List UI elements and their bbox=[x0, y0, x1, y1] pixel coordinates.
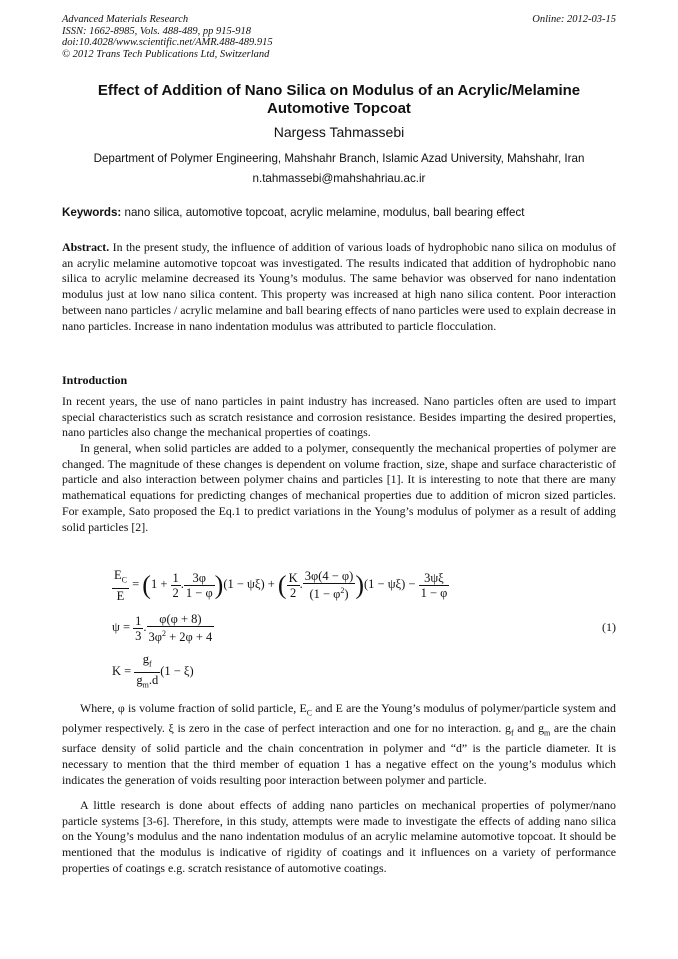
equation-line-1: $\frac{E_C}{E}$ = (1 + $\frac{1}{2}$ . $\frac{3\varphi}{1 - \varphi}$ )(1 − ψξ) + ( $\frac{K}{2}$ . $\frac{3\varphi(4 - \varphi)}{(1 - \varphi^2)}$ )(1 − ψξ) − $\frac{3\psi\xi}{1 - \varphi}$ bbox=[114, 568, 448, 603]
where-paragraph: Where, φ is volume fraction of solid particle, $E_C$ and E are the Young’s modulus of polymer/particle system and polymer respectively. ξ is zero in the case of perfect interaction and one for no interaction. $g_f$ and $g_m$ are the chain surface density of solid particle and the chain concentration in polymer and “d” is the particle diameter. It is necessary to mention that the third member of equation 1 has a negative effect on the young’s modulus which indicates the generation of voids resulting poor interaction between polymer and particle. bbox=[62, 701, 616, 787]
keywords-label: Keywords: bbox=[62, 206, 122, 219]
title-line-2: Automotive Topcoat bbox=[267, 100, 411, 117]
abstract-text: In the present study, the influence of addition of various loads of hydrophobic nano silica on modulus of an acrylic melamine automotive topcoat was investigated. The results indicated that addition of hydrophobic nano silica to acrylic melamine decreased its Young’s modulus. The same behavior was observed for nano indentation modulus just at low nano silica content. This property was increased at high nano silica content. Poor interaction between nano particles / acrylic melamine and ball bearing effects of nano particles were used to explain decrease in nano particles. Increase in nano indentation modulus was attributed to particle flocculation. bbox=[62, 240, 616, 333]
introduction-heading: Introduction bbox=[62, 373, 128, 387]
equation-line-2: ψ = $\frac{1}{3}$ . $\frac{\varphi(\varphi + 8)}{3\varphi^2 + 2\varphi + 4}$ bbox=[112, 612, 213, 645]
journal-meta bbox=[62, 14, 273, 60]
paper-title bbox=[62, 82, 616, 118]
copyright-line: © 2012 Trans Tech Publications Ltd, Switzerland bbox=[62, 48, 270, 60]
equation-1 bbox=[112, 568, 612, 688]
doi-line: doi:10.4028/www.scientific.net/AMR.488-489.915 bbox=[62, 37, 273, 48]
keywords-text: nano silica, automotive topcoat, acrylic melamine, modulus, ball bearing effect bbox=[124, 206, 525, 219]
equation-number: (1) bbox=[602, 620, 616, 634]
author-name: Nargess Tahmassebi bbox=[273, 124, 405, 140]
abstract-label: Abstract. bbox=[62, 240, 110, 254]
journal-name: Advanced Materials Research bbox=[62, 14, 189, 25]
ec-over-e: $\frac{E_C}{E}$ bbox=[114, 568, 127, 603]
intro-paragraph-2: In general, when solid particles are added to a polymer, consequently the mechanical properties of polymer are changed. The magnitude of these changes is dependent on volume fraction, size, shape and surface characteristic of particle and also interaction between polymer chains and particles [1]. It is interesting to note that there are many mathematical equations for predicting changes of mechanical properties due to addition of micron sized particles. For example, Sato proposed the Eq.1 to predict variations in the Young’s modulus of polymer as a result of adding solid particles [2]. bbox=[62, 441, 616, 534]
abstract bbox=[62, 240, 616, 334]
equation-line-3: K = $\frac{g_f}{g_m.d}$ (1 − ξ) bbox=[112, 652, 194, 689]
intro-paragraph-1: In recent years, the use of nano particles in paint industry has increased. Nano particles often are used to impart special characteristics such as scratch resistance and corrosion resistance. Besides imparting the desired properties, nano particles also change the mechanical properties of coatings. bbox=[62, 394, 616, 440]
keywords bbox=[62, 206, 616, 219]
author-email: n.tahmassebi@mahshahriau.ac.ir bbox=[252, 172, 426, 185]
online-date: Online: 2012-03-15 bbox=[532, 14, 616, 25]
affiliation: Department of Polymer Engineering, Mahshahr Branch, Islamic Azad University, Mahshahr, Iran bbox=[93, 152, 585, 165]
title-line-1: Effect of Addition of Nano Silica on Modulus of an Acrylic/Melamine bbox=[97, 82, 581, 99]
issn-line: ISSN: 1662-8985, Vols. 488-489, pp 915-918 bbox=[62, 25, 251, 37]
final-paragraph: A little research is done about effects of adding nano particles on mechanical properties of polymer/nano particle systems [3-6]. Therefore, in this study, attempts were made to investigate the effects of adding nano silica on the Young’s modulus and the nano indentation modulus of an acrylic melamine automotive topcoat. It should be mentioned that the modulus is indicative of rigidity of coatings and it influences on a variety of performance properties of coatings e.g. scratch resistance of automotive coatings. bbox=[62, 798, 616, 875]
